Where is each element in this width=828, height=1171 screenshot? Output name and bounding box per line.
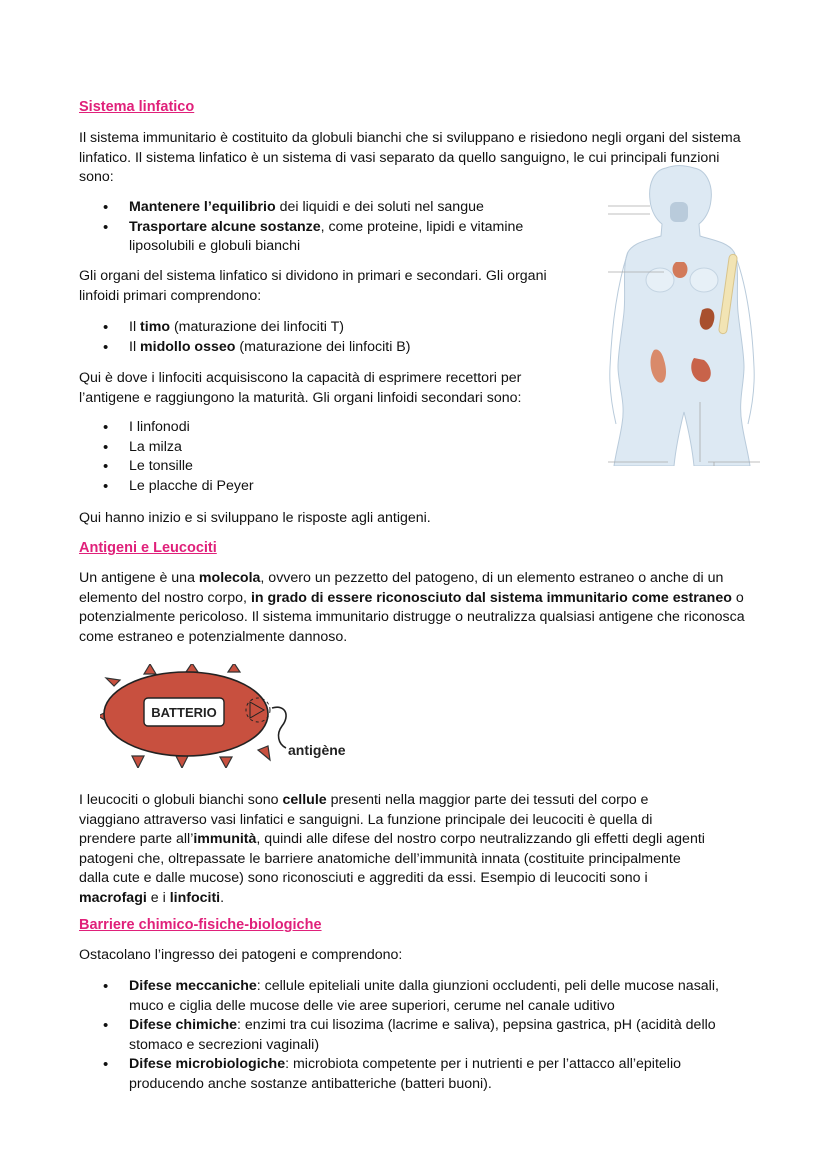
- antigen-paragraph: Un antigene è una molecola, ovvero un pezzetto del patogeno, di un elemento estraneo o anche di un elemento del nostro corpo, in grado di essere riconosciuto dal sistema immunitario come estraneo o potenzialmente pericoloso. Il sistema immunitario distrugge o neutralizza qualsiasi antigene che riconosca come estraneo e potenzialmente dannoso.: [79, 570, 745, 645]
- list-item: • Le placche di Peyer: [79, 477, 379, 497]
- list-item: • Trasportare alcune sostanze, come proteine, lipidi e vitamine liposolubili e globuli bianchi: [79, 218, 569, 257]
- list-item: • Il midollo osseo (maturazione dei linfociti B): [79, 338, 569, 358]
- bacterium-antigen-figure: [100, 664, 360, 768]
- primary-organs-list: [79, 318, 569, 357]
- list-item: • Le tonsille: [79, 457, 379, 477]
- list-item: • Il timo (maturazione dei linfociti T): [79, 318, 569, 338]
- section-title-sistema-linfatico: Sistema linfatico: [79, 99, 195, 115]
- list-item: • Difese chimiche: enzimi tra cui lisozima (lacrime e saliva), pepsina gastrica, pH (acidità dello stomaco e secrezioni vaginali): [79, 1016, 739, 1055]
- bacterium-label: BATTERIO: [151, 705, 217, 720]
- list-item: • La milza: [79, 438, 379, 458]
- lymphatic-body-illustration: [604, 162, 764, 466]
- intro-paragraph: Il sistema immunitario è costituito da globuli bianchi che si sviluppano e risiedono negli organi del sistema linfatico. Il sistema linfatico è un sistema di vasi separato da quello sanguigno, le cui principali funzioni sono:: [79, 130, 741, 186]
- barriers-list: [79, 977, 739, 1095]
- section-title-barriere: Barriere chimico-fisiche-biologiche: [79, 917, 322, 933]
- lymph-functions-list: [79, 198, 569, 257]
- primary-note: Qui è dove i linfociti acquisiscono la capacità di esprimere recettori per l’antigene e raggiungono la maturità. Gli organi linfoidi secondari sono:: [79, 370, 522, 406]
- antigen-pointer: [272, 707, 286, 748]
- barriers-intro: Ostacolano l’ingresso dei patogeni e comprendono:: [79, 947, 403, 963]
- leukocyte-paragraph: I leucociti o globuli bianchi sono cellule presenti nella maggior parte dei tessuti del corpo e viaggiano attraverso vasi linfatici e sanguigni. La funzione principale dei leucociti è quella di prendere parte all’immunità, quindi alle difese del nostro corpo neutralizzando gli effetti degli agenti patogeni che, oltrepassate le barriere anatomiche dell’immunità innata (costituite principalmente dalla cute e dalle mucose) sono riconosciuti e aggrediti da essi. Esempio di leucociti sono i macrofagi e i linfociti.: [79, 792, 705, 906]
- list-item: • Mantenere l’equilibrio dei liquidi e dei soluti nel sangue: [79, 198, 569, 218]
- secondary-organs-list: [79, 418, 379, 496]
- antigen-label: antigène: [288, 742, 346, 758]
- organs-intro: Gli organi del sistema linfatico si dividono in primari e secondari. Gli organi linfoidi primari comprendono:: [79, 268, 547, 304]
- list-item: • Difese microbiologiche: microbiota competente per i nutrienti e per l’attacco all’epitelio producendo anche sostanze antibatteriche (batteri buoni).: [79, 1055, 739, 1094]
- list-item: • Difese meccaniche: cellule epiteliali unite dalla giunzioni occludenti, peli delle mucose nasali, muco e ciglia delle mucose delle vie aree superiori, cerume nel canale uditivo: [79, 977, 739, 1016]
- secondary-note: Qui hanno inizio e si sviluppano le risposte agli antigeni.: [79, 510, 431, 526]
- list-item: • I linfonodi: [79, 418, 379, 438]
- section-title-antigeni: Antigeni e Leucociti: [79, 540, 217, 556]
